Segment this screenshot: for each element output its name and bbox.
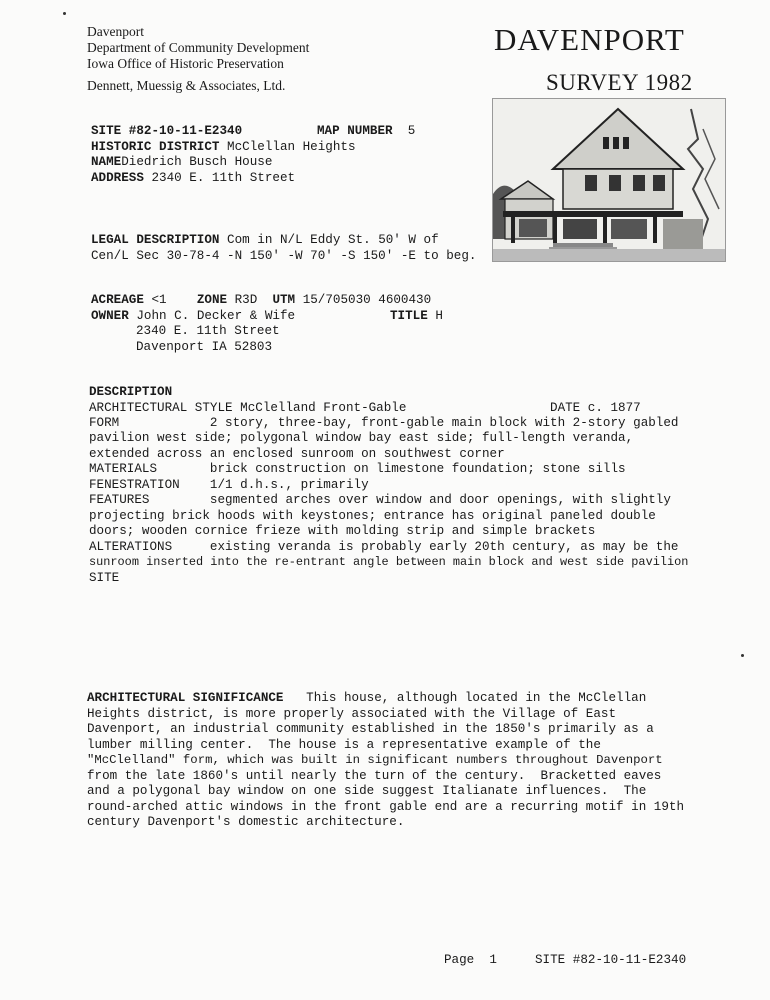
- owner-line-3: Davenport IA 52803: [136, 340, 273, 354]
- significance-line-5: "McClelland" form, which was built in significant numbers throughout Davenport: [87, 753, 663, 767]
- document-title: DAVENPORT: [494, 22, 685, 57]
- org-line-3: Iowa Office of Historic Preservation: [87, 56, 284, 71]
- org-line-2: Department of Community Development: [87, 40, 310, 55]
- owner-label: OWNER: [91, 309, 129, 323]
- historic-district-value: McClellan Heights: [227, 140, 356, 154]
- legal-description-line-1: Com in N/L Eddy St. 50' W of: [227, 233, 439, 247]
- significance-line-2: Heights district, is more properly associated with the Village of East: [87, 707, 617, 721]
- site-label: SITE #82-10-11-E2340: [91, 124, 243, 138]
- description-line-9: doors; wooden cornice frieze with molding strip and simple brackets: [89, 524, 596, 538]
- significance-line-8: round-arched attic windows in the front gable end are a recurring motif in 19th: [87, 800, 685, 814]
- map-number-label: MAP NUMBER: [317, 124, 393, 138]
- owner-row: [91, 309, 295, 325]
- address-label: ADDRESS: [91, 171, 144, 185]
- significance-line-3: Davenport, an industrial community established in the 1850's primarily as a: [87, 722, 654, 736]
- owner-line-1: John C. Decker & Wife: [136, 309, 296, 323]
- significance-line-1: [87, 691, 646, 707]
- address-row: [91, 171, 295, 187]
- description-heading: DESCRIPTION: [89, 385, 173, 399]
- footer-site-ref: SITE #82-10-11-E2340: [535, 953, 687, 967]
- firm-name: Dennett, Muessig & Associates, Ltd.: [87, 78, 286, 93]
- significance-line-7: and a polygonal bay window on one side suggest Italianate influences. The: [87, 784, 647, 798]
- historic-district-label: HISTORIC DISTRICT: [91, 140, 220, 154]
- name-label: NAME: [91, 155, 122, 169]
- document-subtitle: SURVEY 1982: [546, 70, 693, 95]
- description-line-7: FEATURES segmented arches over window and door openings, with slightly: [89, 493, 671, 507]
- legal-description-line-2: Cen/L Sec 30-78-4 -N 150' -W 70' -S 150' -E to beg.: [91, 249, 477, 263]
- scan-speck: [63, 12, 66, 15]
- map-number: [317, 124, 415, 140]
- significance-line-1-text: This house, although located in the McClellan: [283, 691, 647, 705]
- zone-value: R3D: [234, 293, 258, 307]
- page-number: Page 1: [444, 953, 497, 967]
- acreage-value: <1: [151, 293, 167, 307]
- org-line-1: Davenport: [87, 24, 144, 39]
- significance-heading: ARCHITECTURAL SIGNIFICANCE: [87, 691, 284, 705]
- description-line-4: extended across an enclosed sunroom on southwest corner: [89, 447, 505, 461]
- zone-label: ZONE: [196, 293, 228, 307]
- utm-label: UTM: [272, 293, 296, 307]
- house-photo: [492, 98, 726, 262]
- utm-value: 15/705030 4600430: [302, 293, 432, 307]
- historic-district-row: [91, 140, 356, 156]
- description-line-12: SITE: [89, 571, 120, 585]
- owner-line-2: 2340 E. 11th Street: [136, 324, 280, 338]
- description-line-6: FENESTRATION 1/1 d.h.s., primarily: [89, 478, 369, 492]
- title-label: TITLE: [390, 309, 428, 323]
- map-number-value: 5: [407, 124, 416, 138]
- significance-line-4: lumber milling center. The house is a representative example of the: [87, 738, 601, 752]
- site-number: [91, 124, 242, 140]
- description-line-5: MATERIALS brick construction on limestone foundation; stone sills: [89, 462, 626, 476]
- description-line-10: ALTERATIONS existing veranda is probably early 20th century, as may be the: [89, 540, 679, 554]
- description-line-2: FORM 2 story, three-bay, front-gable main block with 2-story gabled: [89, 416, 679, 430]
- address-value: 2340 E. 11th Street: [151, 171, 296, 185]
- description-line-11: sunroom inserted into the re-entrant angle between main block and west side pavilion: [89, 555, 689, 569]
- description-line-3: pavilion west side; polygonal window bay east side; full-length veranda,: [89, 431, 634, 445]
- acreage-row: [91, 293, 431, 309]
- legal-row-1: [91, 233, 439, 249]
- house-photo-drawing: [493, 99, 725, 261]
- title-value: H: [435, 309, 443, 323]
- significance-line-6: from the late 1860's until nearly the turn of the century. Bracketted eaves: [87, 769, 662, 783]
- title-row: [390, 309, 443, 325]
- significance-line-9: century Davenport's domestic architecture.: [87, 815, 405, 829]
- legal-description-label: LEGAL DESCRIPTION: [91, 233, 220, 247]
- name-value: Diedrich Busch House: [121, 155, 273, 169]
- scan-speck: [741, 654, 744, 657]
- description-line-8: projecting brick hoods with keystones; entrance has original paneled double: [89, 509, 656, 523]
- acreage-label: ACREAGE: [91, 293, 144, 307]
- description-line-1: ARCHITECTURAL STYLE McClelland Front-Gable DATE c. 1877: [89, 401, 641, 415]
- name-row: [91, 155, 272, 171]
